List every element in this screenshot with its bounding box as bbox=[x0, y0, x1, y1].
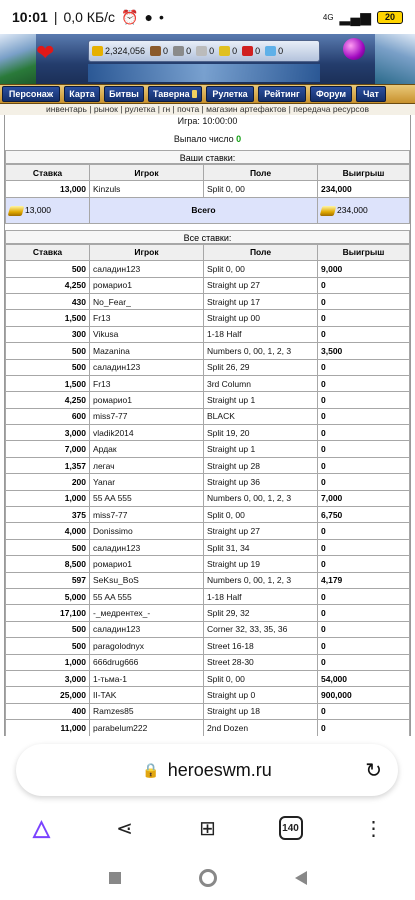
field-cell: 1-18 Half bbox=[204, 326, 318, 342]
bet-cell: 1,500 bbox=[6, 375, 90, 391]
total-label: Всего bbox=[90, 197, 318, 223]
table-header bbox=[6, 244, 410, 260]
bet-cell: 11,000 bbox=[6, 720, 90, 736]
resource-value: 0 bbox=[255, 46, 261, 56]
all-bets-title: Все ставки: bbox=[5, 230, 410, 244]
bet-cell: 375 bbox=[6, 507, 90, 523]
mana-orb-icon[interactable] bbox=[343, 38, 365, 60]
browser-chrome bbox=[0, 736, 415, 900]
col-field: Поле bbox=[204, 244, 318, 260]
field-cell: Split 0, 00 bbox=[204, 670, 318, 686]
resource-value: 0 bbox=[186, 46, 192, 56]
table-row bbox=[6, 703, 410, 719]
player-cell[interactable]: саладин123 bbox=[90, 261, 204, 277]
player-cell[interactable]: Mazanina bbox=[90, 343, 204, 359]
player-cell[interactable]: саладин123 bbox=[90, 621, 204, 637]
win-cell: 54,000 bbox=[318, 670, 410, 686]
win-cell: 0 bbox=[318, 654, 410, 670]
field-cell: Street 16-18 bbox=[204, 638, 318, 654]
col-bet: Ставка bbox=[6, 244, 90, 260]
bet-cell: 4,000 bbox=[6, 523, 90, 539]
nav-rating[interactable]: Рейтинг bbox=[258, 86, 306, 102]
separator: | bbox=[53, 9, 58, 25]
table-row bbox=[6, 425, 410, 441]
dropped-number: 0 bbox=[236, 134, 242, 144]
bet-cell: 500 bbox=[6, 638, 90, 654]
alice-assistant-icon[interactable]: △ bbox=[33, 815, 50, 840]
field-cell: Straight up 27 bbox=[204, 277, 318, 293]
field-cell: Straight up 1 bbox=[204, 392, 318, 408]
player-cell[interactable]: Ардак bbox=[90, 441, 204, 457]
win-cell: 9,000 bbox=[318, 261, 410, 277]
table-row bbox=[6, 408, 410, 424]
field-cell: 3rd Column bbox=[204, 375, 318, 391]
reload-icon[interactable]: ↻ bbox=[365, 760, 382, 782]
table-row bbox=[6, 556, 410, 572]
dropped-number-line: Выпало число 0 bbox=[173, 134, 242, 144]
player-cell[interactable]: 1-тьма-1 bbox=[90, 670, 204, 686]
table-row bbox=[6, 654, 410, 670]
table-row bbox=[6, 670, 410, 686]
field-cell: Split 0, 00 bbox=[204, 181, 318, 197]
win-cell: 3,500 bbox=[318, 343, 410, 359]
bet-cell: 7,000 bbox=[6, 441, 90, 457]
resource-value: 0 bbox=[278, 46, 284, 56]
gold-icon bbox=[320, 206, 337, 216]
win-cell: 0 bbox=[318, 359, 410, 375]
resource-value: 0 bbox=[209, 46, 215, 56]
table-row bbox=[6, 261, 410, 277]
system-nav-bar bbox=[0, 856, 415, 900]
player-cell[interactable]: Fr13 bbox=[90, 375, 204, 391]
table-row bbox=[6, 392, 410, 408]
player-cell[interactable]: vladik2014 bbox=[90, 425, 204, 441]
bet-cell: 13,000 bbox=[6, 181, 90, 197]
bet-cell: 3,000 bbox=[6, 425, 90, 441]
field-cell: Split 31, 34 bbox=[204, 539, 318, 555]
win-cell: 0 bbox=[318, 638, 410, 654]
url-text: heroeswm.ru bbox=[167, 759, 272, 780]
nav-character[interactable]: Персонаж bbox=[2, 86, 60, 102]
all-bets-table bbox=[5, 244, 410, 736]
player-cell[interactable]: paragolodnyx bbox=[90, 638, 204, 654]
lock-icon: 🔒 bbox=[142, 761, 160, 778]
bet-cell: 300 bbox=[6, 326, 90, 342]
signal-icon: ▂▄▆ bbox=[339, 8, 371, 25]
win-cell: 0 bbox=[318, 556, 410, 572]
table-row bbox=[6, 326, 410, 342]
field-cell: Straight up 19 bbox=[204, 556, 318, 572]
player-cell[interactable]: miss7-77 bbox=[90, 507, 204, 523]
win-cell: 0 bbox=[318, 425, 410, 441]
game-time: Игра: 10:00:00 bbox=[177, 116, 238, 126]
table-row bbox=[6, 507, 410, 523]
your-bets-table bbox=[5, 164, 410, 224]
ore-icon bbox=[173, 46, 184, 56]
main-nav bbox=[0, 84, 415, 104]
home-icon[interactable] bbox=[199, 869, 217, 887]
resource-item bbox=[242, 46, 260, 56]
player-cell[interactable]: 55 AA 555 bbox=[90, 490, 204, 506]
total-win-cell: 234,000 bbox=[318, 197, 410, 223]
win-cell: 0 bbox=[318, 392, 410, 408]
health-heart-icon[interactable]: ❤ bbox=[36, 40, 55, 65]
field-cell: Street 28-30 bbox=[204, 654, 318, 670]
player-cell[interactable]: No_Fear_ bbox=[90, 293, 204, 309]
resource-item bbox=[173, 46, 191, 56]
resource-value: 0 bbox=[163, 46, 169, 56]
player-cell[interactable]: Yanar bbox=[90, 474, 204, 490]
bet-cell: 1,000 bbox=[6, 490, 90, 506]
player-cell[interactable]: 55 AA 555 bbox=[90, 588, 204, 604]
bet-cell: 4,250 bbox=[6, 392, 90, 408]
field-cell: 1-18 Half bbox=[204, 588, 318, 604]
col-bet: Ставка bbox=[6, 165, 90, 181]
share-icon[interactable]: ⋖ bbox=[116, 817, 133, 840]
tabs-button[interactable] bbox=[273, 810, 309, 846]
win-cell: 0 bbox=[318, 539, 410, 555]
table-row bbox=[6, 605, 410, 621]
player-cell[interactable]: Fr13 bbox=[90, 310, 204, 326]
player-cell[interactable]: легач bbox=[90, 457, 204, 473]
player-cell[interactable]: саладин123 bbox=[90, 539, 204, 555]
bet-cell: 1,500 bbox=[6, 310, 90, 326]
win-cell: 0 bbox=[318, 277, 410, 293]
gold-icon bbox=[8, 206, 25, 216]
table-row bbox=[6, 343, 410, 359]
message-icon: ● bbox=[144, 9, 153, 25]
player-cell[interactable]: ромарио1 bbox=[90, 392, 204, 408]
bet-cell: 25,000 bbox=[6, 687, 90, 703]
win-cell: 0 bbox=[318, 441, 410, 457]
table-row bbox=[6, 375, 410, 391]
bet-cell: 500 bbox=[6, 343, 90, 359]
bet-cell: 8,500 bbox=[6, 556, 90, 572]
new-tab-icon[interactable]: ⊞ bbox=[199, 817, 216, 840]
col-player: Игрок bbox=[90, 165, 204, 181]
win-cell: 0 bbox=[318, 408, 410, 424]
your-bets-title: Ваши ставки: bbox=[5, 150, 410, 164]
bet-cell: 500 bbox=[6, 261, 90, 277]
field-cell: Split 19, 20 bbox=[204, 425, 318, 441]
bet-cell: 3,000 bbox=[6, 670, 90, 686]
win-cell: 0 bbox=[318, 703, 410, 719]
player-cell[interactable]: Vikusa bbox=[90, 326, 204, 342]
bet-cell: 17,100 bbox=[6, 605, 90, 621]
tabs-count: 140 bbox=[279, 816, 303, 840]
table-row bbox=[6, 457, 410, 473]
player-cell[interactable]: parabelum222 bbox=[90, 720, 204, 736]
col-win: Выигрыш bbox=[318, 244, 410, 260]
player-cell[interactable]: ромарио1 bbox=[90, 277, 204, 293]
win-cell: 0 bbox=[318, 457, 410, 473]
player-cell[interactable]: саладин123 bbox=[90, 359, 204, 375]
nav-chat[interactable]: Чат bbox=[356, 86, 386, 102]
table-row bbox=[6, 523, 410, 539]
nav-map[interactable]: Карта bbox=[64, 86, 100, 102]
win-cell: 4,179 bbox=[318, 572, 410, 588]
address-bar[interactable] bbox=[16, 744, 398, 796]
win-cell: 7,000 bbox=[318, 490, 410, 506]
alarm-icon: ⏰ bbox=[121, 8, 139, 25]
table-row bbox=[6, 181, 410, 197]
nav-battles[interactable]: Битвы bbox=[104, 86, 144, 102]
sub-nav-links[interactable]: инвентарь | рынок | рулетка | гн | почта | магазин артефактов | передача ресурсов bbox=[0, 104, 415, 115]
player-cell[interactable]: ромарио1 bbox=[90, 556, 204, 572]
field-cell: Numbers 0, 00, 1, 2, 3 bbox=[204, 343, 318, 359]
player-cell[interactable]: miss7-77 bbox=[90, 408, 204, 424]
nav-forum[interactable]: Форум bbox=[310, 86, 352, 102]
bet-cell: 400 bbox=[6, 703, 90, 719]
mercury-icon bbox=[196, 46, 207, 56]
clock: 10:01 bbox=[12, 9, 48, 25]
resource-item bbox=[219, 46, 237, 56]
field-cell: BLACK bbox=[204, 408, 318, 424]
field-cell: Numbers 0, 00, 1, 2, 3 bbox=[204, 490, 318, 506]
player-cell[interactable]: -_медрентех_- bbox=[90, 605, 204, 621]
bet-cell: 1,000 bbox=[6, 654, 90, 670]
resource-value: 2,324,056 bbox=[105, 46, 146, 56]
battery-icon: 20 bbox=[377, 11, 403, 24]
table-row bbox=[6, 687, 410, 703]
table-row bbox=[6, 588, 410, 604]
win-cell: 0 bbox=[318, 474, 410, 490]
bet-cell: 430 bbox=[6, 293, 90, 309]
field-cell: Straight up 1 bbox=[204, 441, 318, 457]
win-cell: 0 bbox=[318, 605, 410, 621]
win-cell: 234,000 bbox=[318, 181, 410, 197]
player-cell[interactable]: Kinzuls bbox=[90, 181, 204, 197]
game-header bbox=[0, 34, 415, 84]
field-cell: Straight up 00 bbox=[204, 310, 318, 326]
resource-value: 0 bbox=[232, 46, 238, 56]
browser-toolbar bbox=[0, 808, 415, 848]
win-cell: 0 bbox=[318, 375, 410, 391]
bet-cell: 5,000 bbox=[6, 588, 90, 604]
resource-item bbox=[196, 46, 214, 56]
roulette-results bbox=[0, 115, 415, 736]
recent-apps-icon[interactable] bbox=[109, 872, 121, 884]
player-cell[interactable]: SeKsu_BoS bbox=[90, 572, 204, 588]
field-cell: Straight up 28 bbox=[204, 457, 318, 473]
crystal-icon bbox=[242, 46, 253, 56]
tavern-icon bbox=[192, 90, 197, 98]
player-cell[interactable]: Ramzes85 bbox=[90, 703, 204, 719]
wood-icon bbox=[150, 46, 161, 56]
bet-cell: 500 bbox=[6, 359, 90, 375]
field-cell: Straight up 17 bbox=[204, 293, 318, 309]
more-icon: • bbox=[158, 9, 164, 25]
network-speed: 0,0 КБ/с bbox=[63, 9, 116, 25]
table-row bbox=[6, 539, 410, 555]
nav-roulette[interactable]: Рулетка bbox=[206, 86, 254, 102]
snowy-tree-decoration bbox=[0, 34, 36, 84]
header-decoration bbox=[88, 64, 320, 82]
win-cell: 0 bbox=[318, 588, 410, 604]
gold-icon bbox=[92, 46, 103, 56]
gem-icon bbox=[265, 46, 276, 56]
table-row bbox=[6, 474, 410, 490]
table-row bbox=[6, 277, 410, 293]
col-field: Поле bbox=[204, 165, 318, 181]
field-cell: Corner 32, 33, 35, 36 bbox=[204, 621, 318, 637]
win-cell: 0 bbox=[318, 326, 410, 342]
win-cell: 6,750 bbox=[318, 507, 410, 523]
win-cell: 0 bbox=[318, 720, 410, 736]
bet-cell: 4,250 bbox=[6, 277, 90, 293]
bet-cell: 597 bbox=[6, 572, 90, 588]
resource-bar bbox=[88, 40, 320, 62]
table-row bbox=[6, 621, 410, 637]
field-cell: Straight up 27 bbox=[204, 523, 318, 539]
table-row bbox=[6, 638, 410, 654]
field-cell: Split 0, 00 bbox=[204, 261, 318, 277]
bet-cell: 500 bbox=[6, 539, 90, 555]
win-cell: 900,000 bbox=[318, 687, 410, 703]
col-win: Выигрыш bbox=[318, 165, 410, 181]
back-icon[interactable] bbox=[295, 871, 307, 885]
win-cell: 0 bbox=[318, 310, 410, 326]
resource-item bbox=[92, 46, 145, 56]
win-cell: 0 bbox=[318, 293, 410, 309]
nav-tavern[interactable]: Таверна bbox=[148, 86, 202, 102]
win-cell: 0 bbox=[318, 523, 410, 539]
win-cell: 0 bbox=[318, 621, 410, 637]
table-row bbox=[6, 441, 410, 457]
field-cell: Split 26, 29 bbox=[204, 359, 318, 375]
field-cell: Straight up 0 bbox=[204, 687, 318, 703]
bet-cell: 500 bbox=[6, 621, 90, 637]
player-cell[interactable]: II-TAK bbox=[90, 687, 204, 703]
table-row bbox=[6, 720, 410, 736]
field-cell: Split 29, 32 bbox=[204, 605, 318, 621]
snowy-decoration-right bbox=[375, 34, 415, 84]
field-cell: Straight up 18 bbox=[204, 703, 318, 719]
bet-cell: 600 bbox=[6, 408, 90, 424]
signal-type: 4G bbox=[322, 12, 334, 22]
table-row bbox=[6, 490, 410, 506]
menu-icon[interactable]: ⋮ bbox=[363, 817, 384, 840]
field-cell: Split 0, 00 bbox=[204, 507, 318, 523]
col-player: Игрок bbox=[90, 244, 204, 260]
table-header bbox=[6, 165, 410, 181]
bet-cell: 200 bbox=[6, 474, 90, 490]
table-row bbox=[6, 572, 410, 588]
table-row bbox=[6, 359, 410, 375]
player-cell[interactable]: Donissimo bbox=[90, 523, 204, 539]
field-cell: Numbers 0, 00, 1, 2, 3 bbox=[204, 572, 318, 588]
player-cell[interactable]: 666drug666 bbox=[90, 654, 204, 670]
sulfur-icon bbox=[219, 46, 230, 56]
resource-item bbox=[150, 46, 168, 56]
resource-item bbox=[265, 46, 283, 56]
status-bar bbox=[0, 0, 415, 34]
table-row bbox=[6, 293, 410, 309]
total-row bbox=[6, 197, 410, 223]
bet-cell: 1,357 bbox=[6, 457, 90, 473]
table-row bbox=[6, 310, 410, 326]
field-cell: 2nd Dozen bbox=[204, 720, 318, 736]
total-bet-cell: 13,000 bbox=[6, 197, 90, 223]
field-cell: Straight up 36 bbox=[204, 474, 318, 490]
